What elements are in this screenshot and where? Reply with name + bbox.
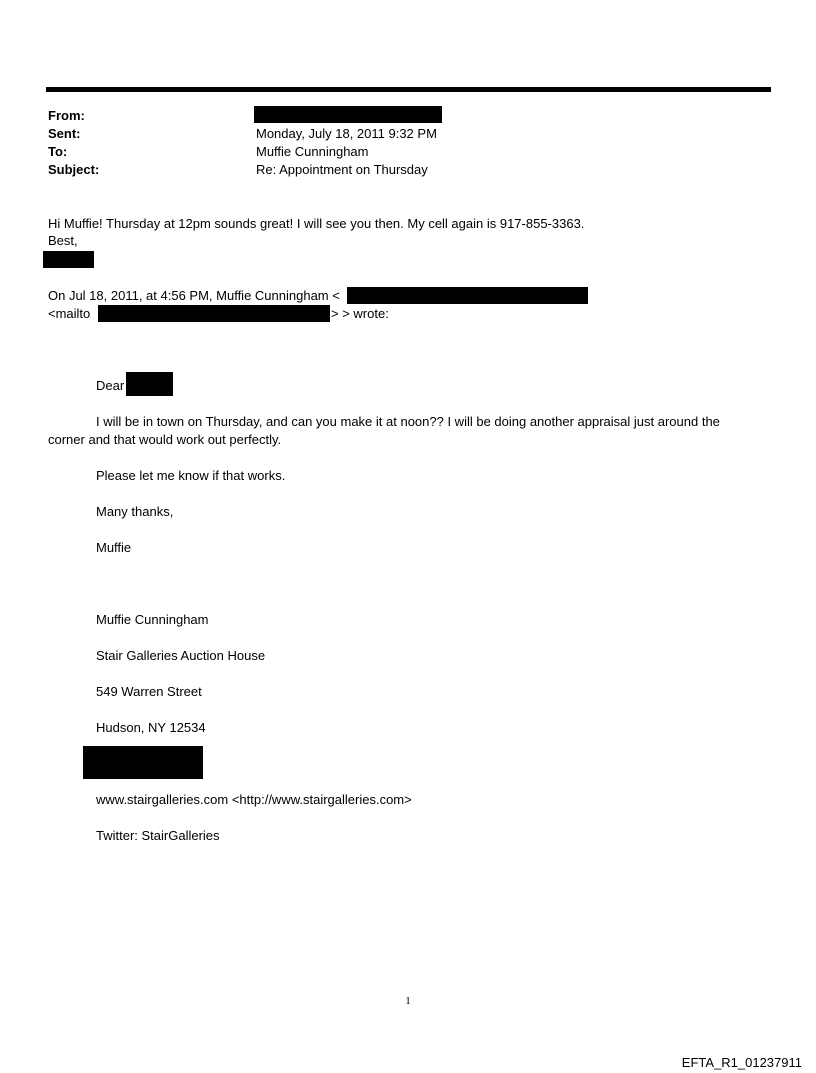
mailto-text: <mailto: [48, 306, 91, 321]
bates-number: EFTA_R1_01237911: [681, 1055, 802, 1070]
signature-twitter: Twitter: StairGalleries: [96, 828, 220, 843]
header-rule: [46, 87, 771, 92]
page-number: 1: [405, 995, 411, 1007]
sent-value: Monday, July 18, 2011 9:32 PM: [256, 126, 437, 141]
reply-line-2: Best,: [48, 233, 78, 248]
redacted-sender: [254, 106, 442, 123]
redacted-sender-name: [43, 251, 94, 268]
quote-intro-line: On Jul 18, 2011, at 4:56 PM, Muffie Cunningham <: [48, 288, 340, 303]
redacted-email-2: [98, 305, 330, 322]
to-label: To:: [48, 144, 68, 159]
signature-name: Muffie Cunningham: [96, 612, 209, 627]
wrote-text: > > wrote:: [331, 306, 389, 321]
redacted-phone: [83, 746, 203, 779]
signature-company: Stair Galleries Auction House: [96, 648, 266, 663]
signature-city: Hudson, NY 12534: [96, 720, 206, 735]
paragraph-1-line-2: corner and that would work out perfectly.: [48, 432, 282, 447]
greeting: Dear: [96, 378, 125, 393]
sent-label: Sent:: [48, 126, 81, 141]
redacted-recipient-name: [126, 372, 173, 396]
redacted-email-1: [347, 287, 588, 304]
paragraph-2: Please let me know if that works.: [96, 468, 286, 483]
sign-off-name: Muffie: [96, 540, 132, 555]
subject-label: Subject:: [48, 162, 100, 177]
signature-street: 549 Warren Street: [96, 684, 202, 699]
reply-line-1: Hi Muffie! Thursday at 12pm sounds great! I will see you then. My cell again is 917-855-3363.: [48, 216, 585, 231]
to-value: Muffie Cunningham: [256, 144, 369, 159]
paragraph-1-line-1: I will be in town on Thursday, and can you make it at noon?? I will be doing another appraisal just around the: [96, 414, 720, 429]
closing: Many thanks,: [96, 504, 174, 519]
signature-website[interactable]: www.stairgalleries.com <http://www.stairgalleries.com>: [96, 792, 412, 807]
subject-value: Re: Appointment on Thursday: [256, 162, 428, 177]
from-label: From:: [48, 108, 85, 123]
